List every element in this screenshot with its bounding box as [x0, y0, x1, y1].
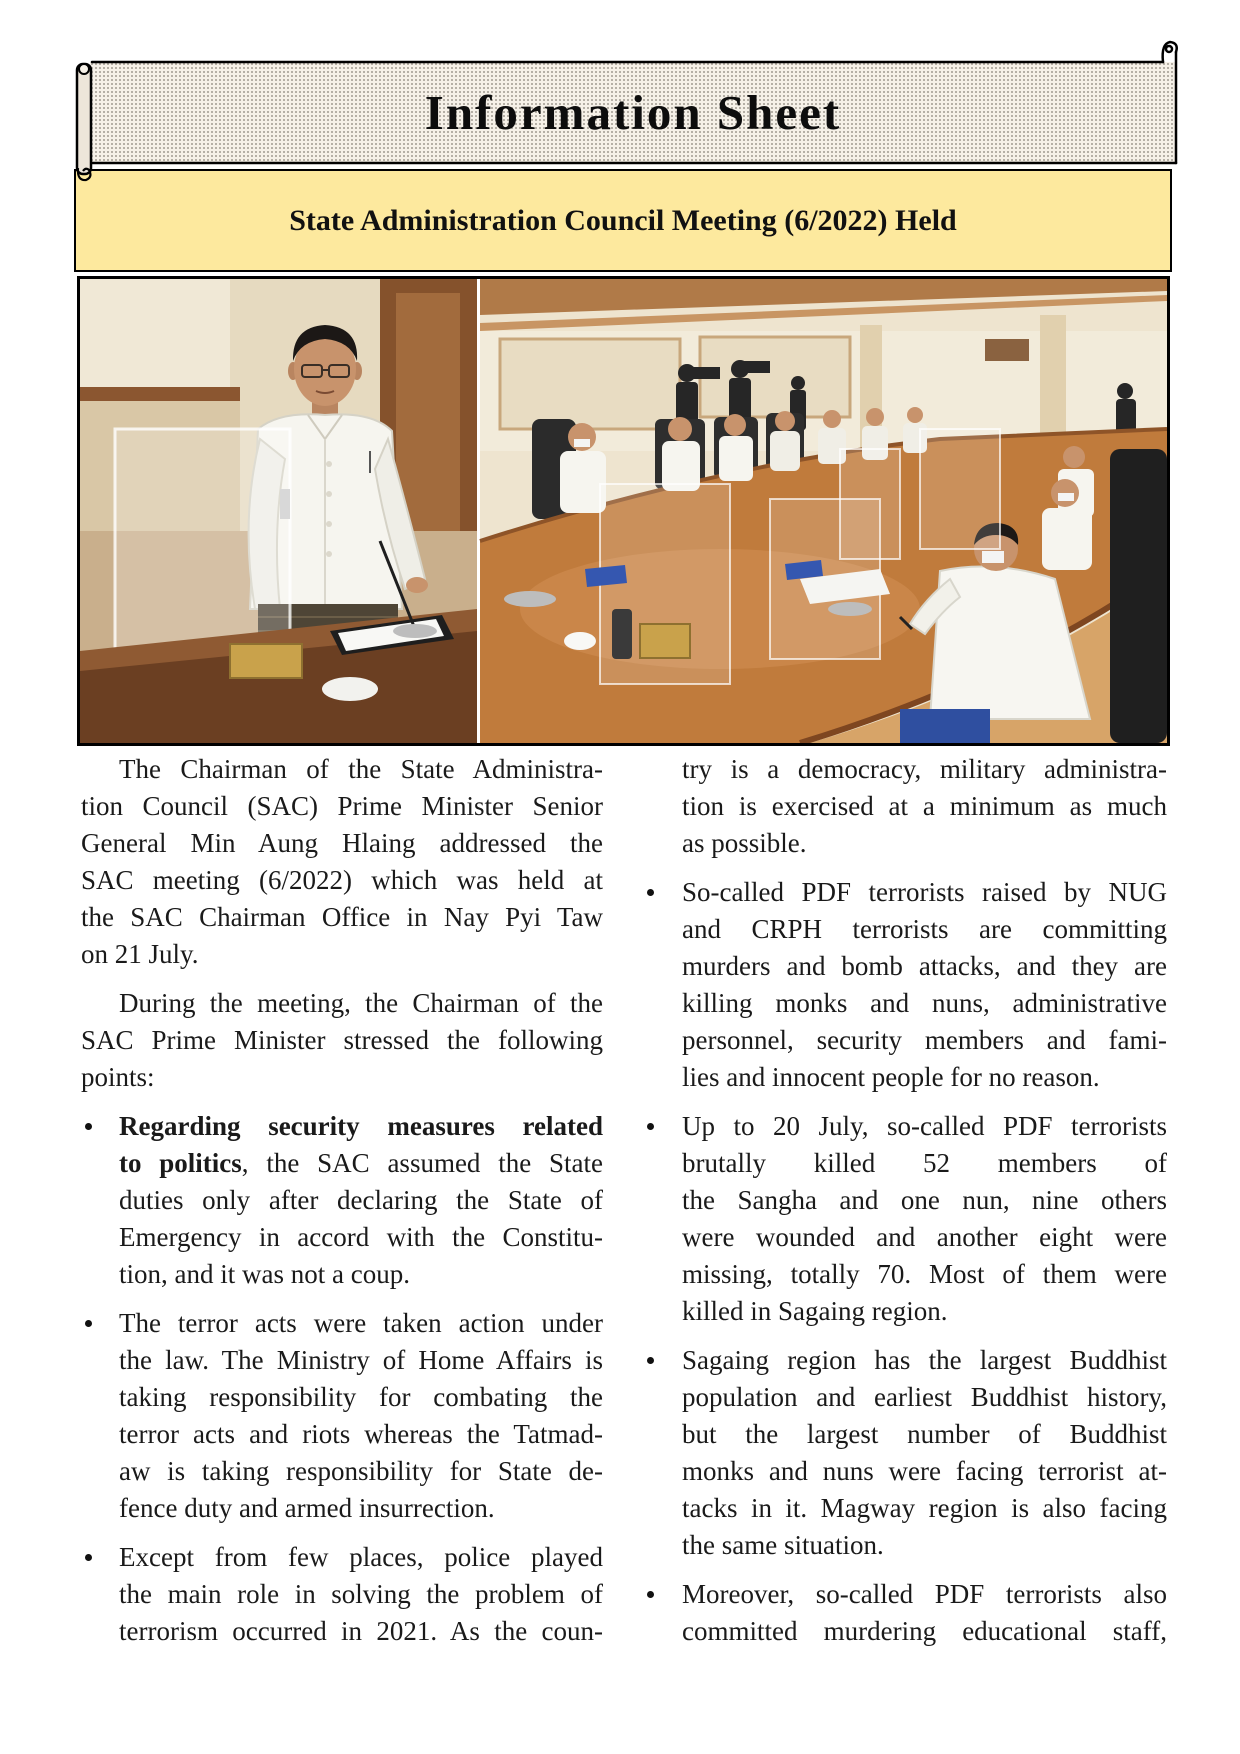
- bullet-item: [640, 1576, 1167, 1650]
- text-line: monks and nuns were facing terrorist at-: [682, 1456, 1167, 1486]
- bullet-item: [640, 1108, 1167, 1330]
- bold-lead: Regarding security measures related: [119, 1111, 603, 1141]
- bullet-icon: [85, 1554, 92, 1561]
- bullet-item: [640, 874, 1167, 1096]
- text-line: Emergency in accord with the Constitu-: [119, 1222, 603, 1252]
- bullet-icon: [647, 1591, 654, 1598]
- bullet-icon: [647, 1357, 654, 1364]
- text-line: Except from few places, police played: [119, 1542, 603, 1572]
- text-line: and CRPH terrorists are committing: [682, 914, 1167, 944]
- text-line: The Chairman of the State Administra-: [119, 754, 603, 784]
- text-line: [119, 1145, 603, 1182]
- bullet-continuation: [640, 751, 1167, 862]
- text-segment: , the SAC assumed the State: [241, 1148, 603, 1178]
- text-line: terror acts and riots whereas the Tatmad-: [119, 1419, 603, 1449]
- text-line: the law. The Ministry of Home Affairs is: [119, 1345, 603, 1375]
- text-line: Up to 20 July, so-called PDF terrorists: [682, 1111, 1167, 1141]
- meeting-photos: [80, 279, 1167, 743]
- text-line: tacks in it. Magway region is also facing: [682, 1493, 1167, 1523]
- bullet-icon: [85, 1320, 92, 1327]
- left-column: [81, 751, 603, 1650]
- text-line: brutally killed 52 members of: [682, 1148, 1167, 1178]
- text-line: as possible.: [682, 828, 807, 858]
- text-line: taking responsibility for combating the: [119, 1382, 603, 1412]
- text-line: [119, 1108, 603, 1145]
- bullet-item: [640, 1342, 1167, 1564]
- text-line: the main role in solving the problem of: [119, 1579, 603, 1609]
- text-line: General Min Aung Hlaing addressed the: [81, 828, 603, 858]
- photo-frame: [77, 276, 1170, 746]
- text-line: the SAC Chairman Office in Nay Pyi Taw: [81, 902, 603, 932]
- text-line: tion Council (SAC) Prime Minister Senior: [81, 791, 603, 821]
- text-line: missing, totally 70. Most of them were: [682, 1259, 1167, 1289]
- bullet-icon: [647, 1123, 654, 1130]
- text-line: killed in Sagaing region.: [682, 1296, 948, 1326]
- bullet-item: [81, 1305, 603, 1527]
- text-line: duties only after declaring the State of: [119, 1185, 603, 1215]
- bullet-icon: [85, 1123, 92, 1130]
- text-line: the Sangha and one nun, nine others: [682, 1185, 1167, 1215]
- text-line: SAC meeting (6/2022) which was held at: [81, 865, 603, 895]
- bullet-icon: [647, 889, 654, 896]
- text-line: The terror acts were taken action under: [119, 1308, 603, 1338]
- text-line: So-called PDF terrorists raised by NUG: [682, 877, 1167, 907]
- photo-left: [80, 279, 477, 743]
- text-line: but the largest number of Buddhist: [682, 1419, 1167, 1449]
- bullet-item: [81, 1539, 603, 1650]
- page-title: Information Sheet: [424, 85, 842, 140]
- text-line: During the meeting, the Chairman of the: [119, 988, 603, 1018]
- text-line: on 21 July.: [81, 939, 199, 969]
- paragraph-intro: [81, 751, 603, 973]
- text-line: fence duty and armed insurrection.: [119, 1493, 495, 1523]
- text-line: were wounded and another eight were: [682, 1222, 1167, 1252]
- bold-lead: to politics: [119, 1148, 242, 1178]
- photo-right: [480, 279, 1167, 743]
- right-column: [640, 751, 1167, 1650]
- text-line: aw is taking responsibility for State de-: [119, 1456, 603, 1486]
- text-line: murders and bomb attacks, and they are: [682, 951, 1167, 981]
- text-line: try is a democracy, military administra-: [682, 754, 1167, 784]
- text-line: population and earliest Buddhist history,: [682, 1382, 1167, 1412]
- text-line: points:: [81, 1062, 155, 1092]
- text-line: committed murdering educational staff,: [682, 1616, 1167, 1646]
- text-line: killing monks and nuns, administrative: [682, 988, 1167, 1018]
- text-line: SAC Prime Minister stressed the following: [81, 1025, 603, 1055]
- paragraph-meeting: [81, 985, 603, 1096]
- text-line: the same situation.: [682, 1530, 884, 1560]
- text-line: Moreover, so-called PDF terrorists also: [682, 1579, 1167, 1609]
- text-line: Sagaing region has the largest Buddhist: [682, 1345, 1167, 1375]
- text-line: tion is exercised at a minimum as much: [682, 791, 1167, 821]
- bullet-item: [81, 1108, 603, 1293]
- text-line: lies and innocent people for no reason.: [682, 1062, 1100, 1092]
- text-line: personnel, security members and fami-: [682, 1025, 1167, 1055]
- text-line: terrorism occurred in 2021. As the coun-: [119, 1616, 603, 1646]
- subtitle-text: State Administration Council Meeting (6/2022) Held: [289, 203, 957, 237]
- text-line: tion, and it was not a coup.: [119, 1259, 410, 1289]
